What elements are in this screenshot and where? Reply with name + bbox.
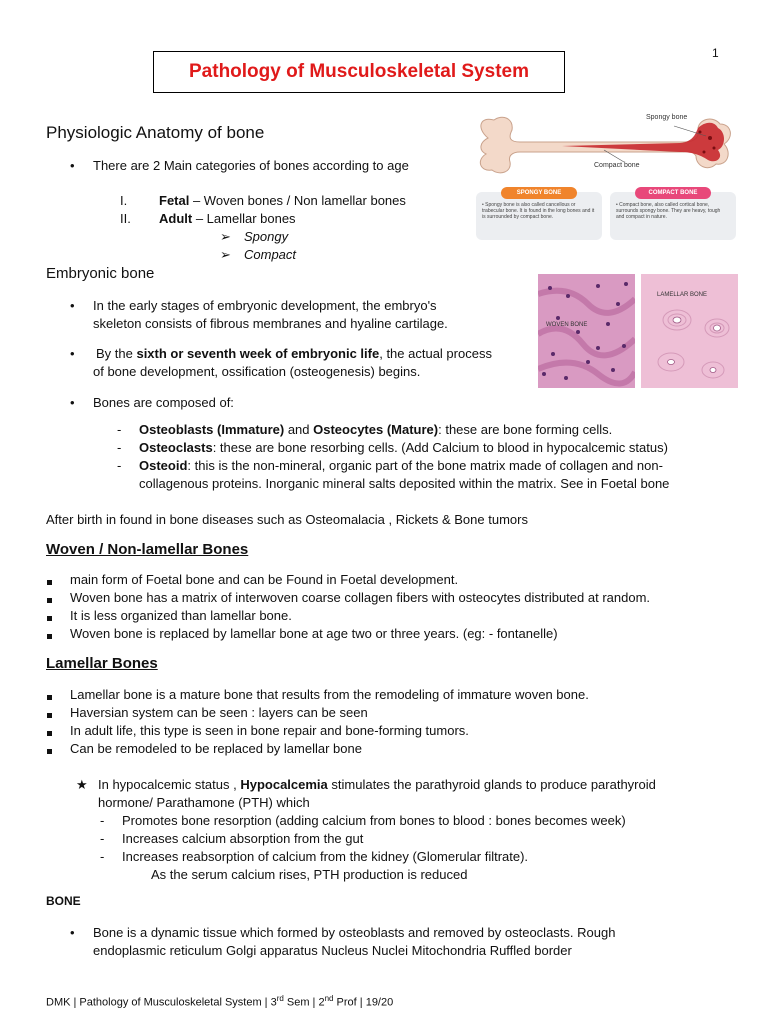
dash-marker: -	[100, 831, 105, 846]
section-heading-woven: Woven / Non-lamellar Bones	[46, 541, 249, 558]
woven-bone-histology	[538, 274, 635, 388]
lamellar-item: In adult life, this type is seen in bone repair and bone-forming tumors.	[70, 723, 469, 738]
embryonic-p1-line2: skeleton consists of fibrous membranes and hyaline cartilage.	[93, 316, 448, 331]
bullet-dot: •	[70, 158, 75, 173]
page-title: Pathology of Musculoskeletal System	[189, 61, 529, 82]
bone-anatomy-figure	[474, 112, 736, 240]
osteoclasts-item: Osteoclasts: these are bone resorbing cells. (Add Calcium to blood in hypocalcemic status)	[139, 440, 668, 455]
bullet-dot: •	[70, 925, 75, 940]
bone-line1: Bone is a dynamic tissue which formed by osteoblasts and removed by osteoclasts. Rough	[93, 925, 616, 940]
square-bullet	[47, 687, 52, 705]
lamellar-bone-label: LAMELLAR BONE	[657, 292, 708, 298]
subitem-compact: Compact	[244, 247, 297, 262]
compact-tag: COMPACT BONE	[635, 187, 711, 199]
hypocalcemia-line1: In hypocalcemic status , Hypocalcemia stimulates the parathyroid glands to produce parathyroid	[98, 777, 656, 792]
osteoid-item: Osteoid: this is the non-mineral, organic part of the bone matrix made of collagen and non-	[139, 458, 663, 473]
dash-marker: -	[117, 458, 122, 473]
square-bullet	[47, 572, 52, 590]
page-number: 1	[712, 46, 719, 60]
pth-effect-item: Increases calcium absorption from the gut	[122, 831, 364, 846]
lamellar-item: Lamellar bone is a mature bone that results from the remodeling of immature woven bone.	[70, 687, 589, 702]
page-footer: DMK | Pathology of Musculoskeletal System | 3rd Sem | 2nd Prof | 19/20	[46, 994, 394, 1009]
spongy-card-text: • Spongy bone is also called cancellous or trabecular bone. It is found in the long bones and it is surrounded by compact bone.	[482, 202, 595, 220]
lamellar-item: Haversian system can be seen : layers can be seen	[70, 705, 368, 720]
pth-effect-item: Increases reabsorption of calcium from the kidney (Glomerular filtrate).	[122, 849, 529, 864]
after-birth-text: After birth in found in bone diseases such as Osteomalacia , Rickets & Bone tumors	[46, 512, 528, 527]
square-bullet	[47, 705, 52, 723]
figure-label-spongy: Spongy bone	[646, 114, 688, 121]
lamellar-bone-histology	[641, 274, 738, 388]
embryonic-p1-line1: In the early stages of embryonic development, the embryo's	[93, 298, 437, 313]
square-bullet	[47, 626, 52, 644]
pth-note: As the serum calcium rises, PTH production is reduced	[151, 867, 468, 882]
compact-card	[610, 192, 736, 240]
physiologic-bullet: There are 2 Main categories of bones according to age	[93, 158, 409, 173]
pth-effect-item: Promotes bone resorption (adding calcium from bones to blood : bones becomes week)	[122, 813, 626, 828]
section-heading-embryonic: Embryonic bone	[46, 265, 155, 282]
section-heading-lamellar: Lamellar Bones	[46, 655, 158, 672]
square-bullet	[47, 608, 52, 626]
bullet-dot: •	[70, 395, 75, 410]
compact-card-text: • Compact bone, also called cortical bone, surrounds spongy bone. They are heavy, tough and compact in nature.	[616, 202, 721, 220]
dash-marker: -	[100, 813, 105, 828]
spongy-tag: SPONGY BONE	[501, 187, 577, 199]
woven-bone-label: WOVEN BONE	[546, 322, 588, 328]
roman-numeral-2: II.	[120, 211, 131, 226]
embryonic-p2-line2: of bone development, ossification (osteogenesis) begins.	[93, 364, 421, 379]
roman-numeral-1: I.	[120, 193, 128, 208]
dash-marker: -	[100, 849, 105, 864]
section-heading-physiologic: Physiologic Anatomy of bone	[46, 123, 265, 142]
woven-bone-image	[538, 274, 635, 388]
star-icon: ★	[76, 777, 88, 792]
hypocalcemia-line2: hormone/ Parathamone (PTH) which	[98, 795, 310, 810]
bone-line2: endoplasmic reticulum Golgi apparatus Nucleus Nuclei Mitochondria Ruffled border	[93, 943, 572, 958]
woven-item: Woven bone is replaced by lamellar bone at age two or three years. (eg: - fontanelle)	[70, 626, 558, 641]
figure-label-compact: Compact bone	[594, 162, 640, 169]
square-bullet	[47, 590, 52, 608]
dash-marker: -	[117, 422, 122, 437]
arrow-icon: ➢	[220, 247, 231, 262]
embryonic-p3: Bones are composed of:	[93, 395, 234, 410]
long-bone-illustration	[474, 112, 736, 192]
woven-item: Woven bone has a matrix of interwoven coarse collagen fibers with osteocytes distributed at random.	[70, 590, 651, 605]
lamellar-item: Can be remodeled to be replaced by lamellar bone	[70, 741, 362, 756]
spongy-card	[476, 192, 602, 240]
embryonic-p2-line1: By the sixth or seventh week of embryonic life, the actual process	[96, 346, 492, 361]
osteoid-item-line2: collagenous proteins. Inorganic mineral salts deposited within the matrix. See in Foetal bone	[139, 476, 670, 491]
bullet-dot: •	[70, 298, 75, 313]
osteoblasts-item: Osteoblasts (Immature) and Osteocytes (Mature): these are bone forming cells.	[139, 422, 613, 437]
bullet-dot: •	[70, 346, 75, 361]
list-item-adult: Adult – Lamellar bones	[159, 211, 296, 226]
subitem-spongy: Spongy	[244, 229, 289, 244]
square-bullet	[47, 723, 52, 741]
title-box	[153, 51, 565, 93]
list-item-fetal: Fetal – Woven bones / Non lamellar bones	[159, 193, 406, 208]
woven-item: main form of Foetal bone and can be Found in Foetal development.	[70, 572, 459, 587]
arrow-icon: ➢	[220, 229, 231, 244]
bone-heading: BONE	[46, 894, 81, 908]
dash-marker: -	[117, 440, 122, 455]
woven-item: It is less organized than lamellar bone.	[70, 608, 292, 623]
square-bullet	[47, 741, 52, 759]
